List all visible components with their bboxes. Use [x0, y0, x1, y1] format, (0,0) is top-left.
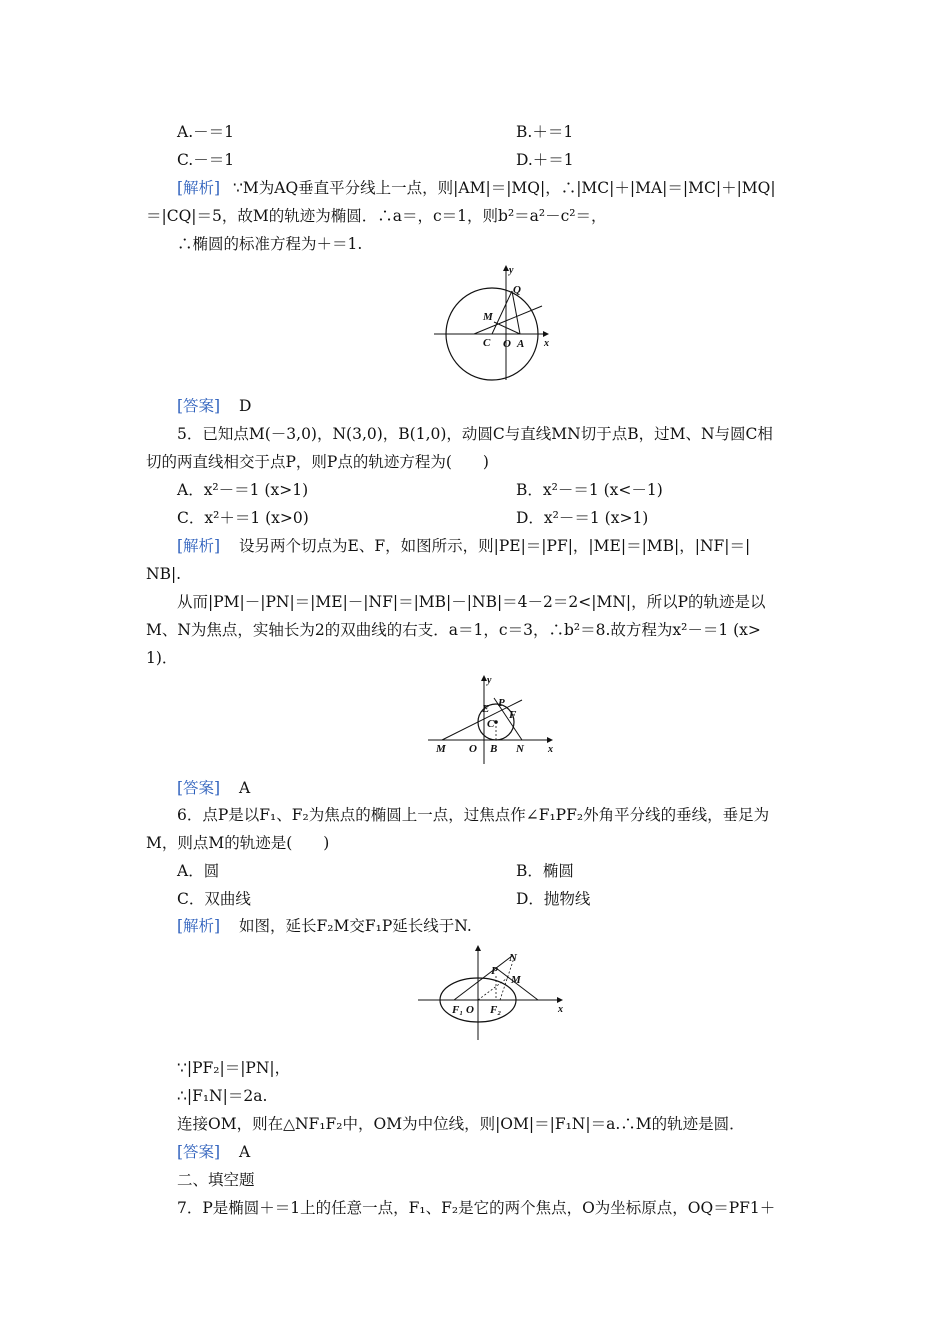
fig2-label-e: E	[482, 703, 490, 715]
q6-option-c: C．双曲线	[177, 890, 251, 908]
q5-stem-line-2: 切的两直线相交于点P，则P点的轨迹方程为( )	[146, 453, 489, 471]
answer-tag: [答案]	[177, 397, 221, 415]
analysis-tag: [解析]	[177, 537, 221, 555]
q5-analysis-line-5: 1)．	[146, 649, 178, 667]
analysis-text: ∵M为AQ垂直平分线上一点，则|AM|＝|MQ|，∴|MC|＋|MA|＝|MC|＋|MQ|	[233, 179, 776, 197]
q4-answer	[177, 396, 251, 416]
fig2-label-x: x	[548, 744, 553, 755]
analysis-text: 设另两个切点为E、F，如图所示，则|PE|＝|PF|，|ME|＝|MB|，|NF|＝|	[239, 537, 751, 555]
q6-stem-line-2: M，则点M的轨迹是( )	[146, 834, 330, 852]
fig3-label-p: P	[491, 965, 498, 977]
fig3-label-o: O	[466, 1004, 474, 1016]
fig2-label-b: B	[490, 743, 498, 755]
fig1-label-o: O	[503, 338, 511, 350]
answer-tag: [答案]	[177, 779, 221, 797]
q6-option-a: A．圆	[177, 862, 220, 880]
fig3-label-n: N	[509, 952, 517, 964]
fig1-label-c: C	[483, 337, 491, 349]
fig2-label-m: M	[436, 743, 446, 755]
answer-value: A	[239, 779, 251, 797]
analysis-tag: [解析]	[177, 179, 221, 197]
fig1-label-m: M	[483, 311, 493, 323]
q5-option-b: B．x²－＝1 (x<－1)	[516, 481, 663, 499]
q6-stem-line-1: 6．点P是以F₁、F₂为焦点的椭圆上一点，过焦点作∠F₁PF₂外角平分线的垂线，垂足为	[177, 806, 770, 824]
fig2-label-p: P	[498, 697, 505, 709]
figure-tangent-circle	[424, 672, 560, 768]
q6-option-b: B．椭圆	[516, 862, 574, 880]
fig3-label-f2: F₂	[490, 1004, 502, 1016]
q5-option-a: A．x²－＝1 (x>1)	[177, 481, 309, 499]
fig1-label-a: A	[517, 338, 525, 350]
answer-value: A	[239, 1143, 251, 1161]
q5-analysis-line-4: M、N为焦点，实轴长为2的双曲线的右支．a＝1，c＝3，∴b²＝8.故方程为x²－＝1 (x>	[146, 621, 761, 639]
q4-option-b: B.＋＝1	[516, 123, 574, 141]
figure-ellipse-foci	[414, 942, 570, 1042]
q4-analysis-line-3: ∴椭圆的标准方程为＋＝1.	[177, 235, 363, 253]
fig3-label-x: x	[558, 1004, 563, 1015]
q4-option-a: A.－＝1	[177, 123, 234, 141]
q5-analysis-line-3: 从而|PM|－|PN|＝|ME|－|NF|＝|MB|－|NB|＝4－2＝2<|MN|，所以P的轨迹是以	[177, 593, 766, 611]
q6-line-conclusion: 连接OM，则在△NF₁F₂中，OM为中位线，则|OM|＝|F₁N|＝a.∴M的轨迹是圆．	[177, 1115, 745, 1133]
q6-analysis-line-1	[177, 916, 472, 936]
fig2-label-y: y	[487, 675, 492, 686]
fig1-label-x: x	[544, 338, 549, 349]
figure-circle-ellipse	[430, 262, 560, 384]
fig1-label-y: y	[509, 265, 514, 276]
q6-answer	[177, 1142, 250, 1162]
fig2-label-c: C	[487, 718, 495, 730]
fig2-label-f: F	[509, 709, 517, 721]
section-heading: 二、填空题	[177, 1171, 255, 1189]
q5-analysis-line-2: NB|.	[146, 565, 182, 583]
answer-tag: [答案]	[177, 1143, 221, 1161]
q5-analysis-line-1	[177, 536, 750, 556]
q6-line-therefore: ∴|F₁N|＝2a.	[177, 1087, 268, 1105]
fig2-label-o: O	[469, 743, 477, 755]
answer-value: D	[239, 397, 252, 415]
q7-stem-line-1: 7．P是椭圆＋＝1上的任意一点，F₁、F₂是它的两个焦点，O为坐标原点，OQ＝PF1＋	[177, 1199, 776, 1217]
q4-analysis-line-1	[177, 178, 776, 198]
q5-option-d: D．x²－＝1 (x>1)	[516, 509, 649, 527]
analysis-text: 如图，延长F₂M交F₁P延长线于N.	[239, 917, 472, 935]
fig1-label-q: Q	[513, 284, 521, 296]
q5-stem-line-1: 5．已知点M(－3,0)，N(3,0)，B(1,0)，动圆C与直线MN切于点B，过M、N与圆C相	[177, 425, 773, 443]
fig3-label-f1: F₁	[452, 1004, 464, 1016]
q5-option-c: C．x²＋＝1 (x>0)	[177, 509, 309, 527]
q4-option-c: C.－＝1	[177, 151, 235, 169]
q4-analysis-line-2: ＝|CQ|＝5，故M的轨迹为椭圆．∴a＝，c＝1，则b²＝a²－c²＝，	[146, 207, 607, 225]
q6-line-because: ∵|PF₂|＝|PN|，	[177, 1059, 291, 1077]
fig3-label-m: M	[511, 974, 521, 986]
q4-option-d: D.＋＝1	[516, 151, 574, 169]
q5-answer	[177, 778, 250, 798]
analysis-tag: [解析]	[177, 917, 221, 935]
q6-option-d: D．抛物线	[516, 890, 591, 908]
fig2-label-n: N	[516, 743, 524, 755]
